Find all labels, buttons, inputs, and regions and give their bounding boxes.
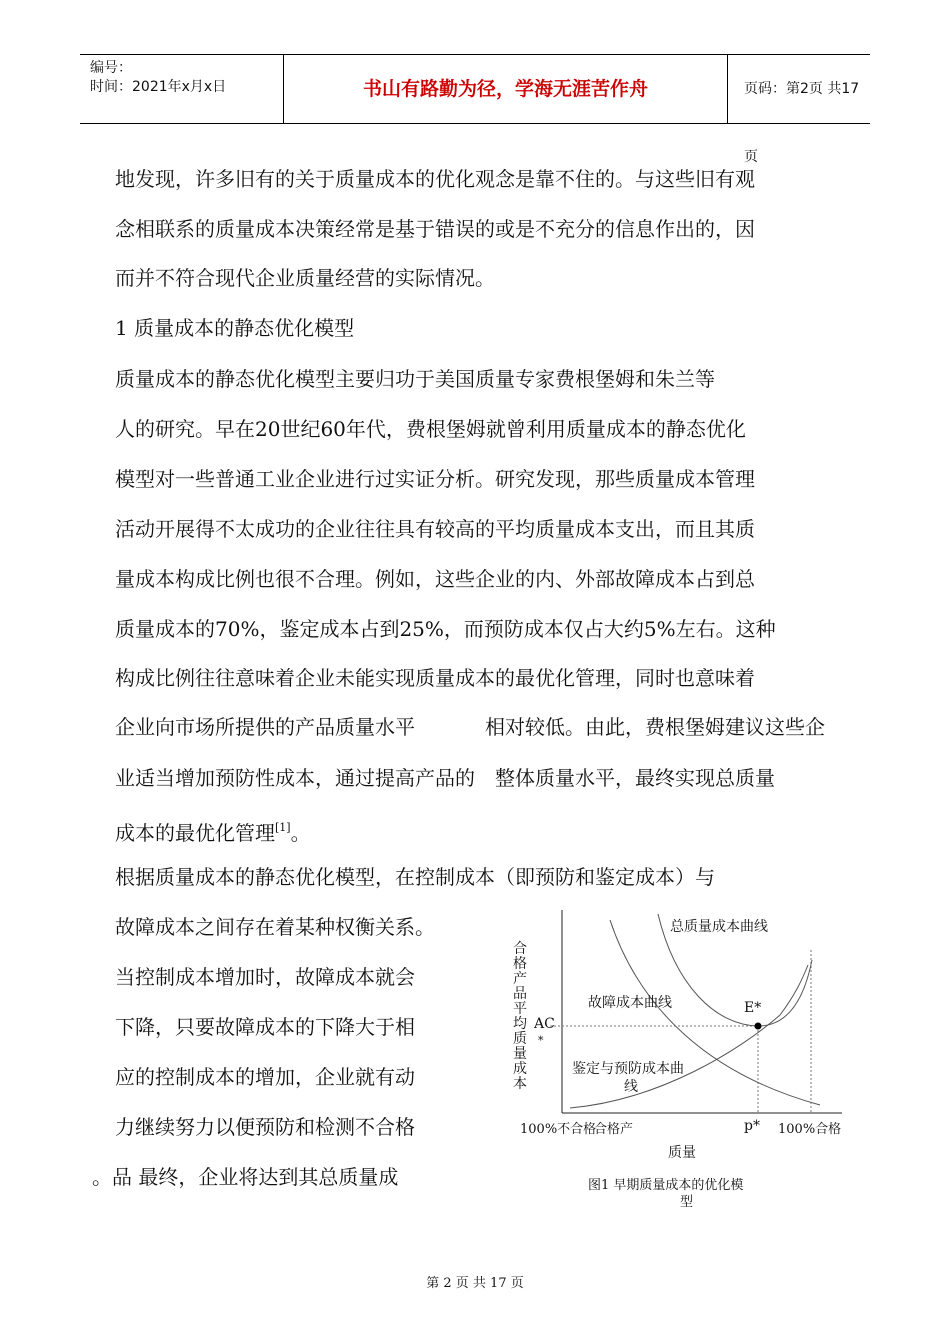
x-left-label: 100%不合格 bbox=[520, 1122, 597, 1137]
text-span: 。 bbox=[290, 821, 311, 845]
body-line: 而并不符合现代企业质量经营的实际情况。 bbox=[115, 266, 495, 290]
header-motto: 书山有路勤为径，学海无涯苦作舟 bbox=[283, 55, 728, 123]
control-curve-label-cont: 线 bbox=[624, 1079, 638, 1095]
page-header bbox=[80, 54, 870, 165]
side-line: 。品 最终，企业将达到其总质量成 bbox=[92, 1165, 399, 1189]
side-line: 应的控制成本的增加，企业就有动 bbox=[115, 1065, 415, 1089]
figure-plot bbox=[490, 900, 850, 1210]
text-span: 整体质量水平，最终实现总质量 bbox=[495, 766, 775, 790]
p-star-label: p* bbox=[744, 1118, 760, 1134]
body-line: 模型对一些普通工业企业进行过实证分析。研究发现，那些质量成本管理 bbox=[115, 467, 755, 491]
body-line: 质量成本的静态优化模型主要归功于美国质量专家费根堡姆和朱兰等 bbox=[115, 367, 715, 391]
y-axis-label: 合格产品平均质量成本 bbox=[513, 941, 527, 1092]
body-line: 量成本构成比例也很不合理。例如，这些企业的内、外部故障成本占到总 bbox=[115, 567, 755, 591]
body-line: 构成比例往往意味着企业未能实现质量成本的最优化管理，同时也意味着 bbox=[115, 666, 755, 690]
body-line: 根据质量成本的静态优化模型，在控制成本（即预防和鉴定成本）与 bbox=[115, 865, 715, 889]
ac-star: * bbox=[538, 1034, 544, 1047]
header-meta bbox=[80, 55, 283, 123]
reference-marker: [1] bbox=[275, 821, 291, 834]
figure-caption: 图1 早期质量成本的优化模 bbox=[588, 1178, 744, 1193]
body-line: 地发现，许多旧有的关于质量成本的优化观念是靠不住的。与这些旧有观 bbox=[115, 167, 755, 191]
text-span: 产品的 bbox=[415, 766, 475, 790]
header-page-info: 页码：第2页 共17页 bbox=[744, 81, 860, 165]
x-left-overlap-label: 合格产 bbox=[594, 1122, 634, 1137]
body-line: 人的研究。早在20世纪60年代，费根堡姆就曾利用质量成本的静态优化 bbox=[115, 417, 746, 441]
text-span: 相对较低。由此，费根堡姆建议这些企 bbox=[485, 715, 825, 739]
text-span: 业适当增加预防性成本，通过提高 bbox=[115, 766, 415, 790]
body-line bbox=[115, 765, 775, 791]
number-label: 编号： bbox=[90, 60, 132, 76]
x-right-label: 100%合格 bbox=[778, 1122, 842, 1137]
page-footer: 第 2 页 共 17 页 bbox=[426, 1276, 524, 1291]
figure-caption-cont: 型 bbox=[680, 1195, 694, 1210]
total-curve-label: 总质量成本曲线 bbox=[670, 919, 768, 935]
e-point-label: E* bbox=[744, 1000, 762, 1016]
side-line: 力继续努力以便预防和检测不合格 bbox=[115, 1115, 415, 1139]
side-line: 下降，只要故障成本的下降大于相 bbox=[115, 1015, 415, 1039]
optimal-point bbox=[755, 1023, 762, 1030]
body-line: 质量成本的70%，鉴定成本占到25%，而预防成本仅占大约5%左右。这种 bbox=[115, 617, 776, 641]
body-line: 活动开展得不太成功的企业往往具有较高的平均质量成本支出，而且其质 bbox=[115, 517, 755, 541]
control-curve-label: 鉴定与预防成本曲 bbox=[572, 1061, 684, 1077]
x-axis-label: 质量 bbox=[668, 1145, 696, 1161]
body-line: 念相联系的质量成本决策经常是基于错误的或是不充分的信息作出的，因 bbox=[115, 217, 755, 241]
failure-curve-label: 故障成本曲线 bbox=[588, 995, 672, 1011]
quality-cost-figure bbox=[490, 900, 850, 1210]
time-label: 时间：2021年x月x日 bbox=[90, 79, 227, 95]
text-span: 企业向市场所提供 bbox=[115, 715, 275, 739]
section-heading: 1 质量成本的静态优化模型 bbox=[115, 316, 355, 340]
side-line: 当控制成本增加时，故障成本就会 bbox=[115, 965, 415, 989]
text-span: 的产品质量水平 bbox=[275, 715, 415, 739]
body-line bbox=[115, 815, 311, 846]
text-span: 成本的最优化管理 bbox=[115, 821, 275, 845]
body-line bbox=[115, 714, 825, 740]
ac-label: AC bbox=[534, 1016, 555, 1032]
control-cost-curve bbox=[570, 965, 808, 1108]
side-line: 故障成本之间存在着某种权衡关系。 bbox=[115, 915, 435, 939]
